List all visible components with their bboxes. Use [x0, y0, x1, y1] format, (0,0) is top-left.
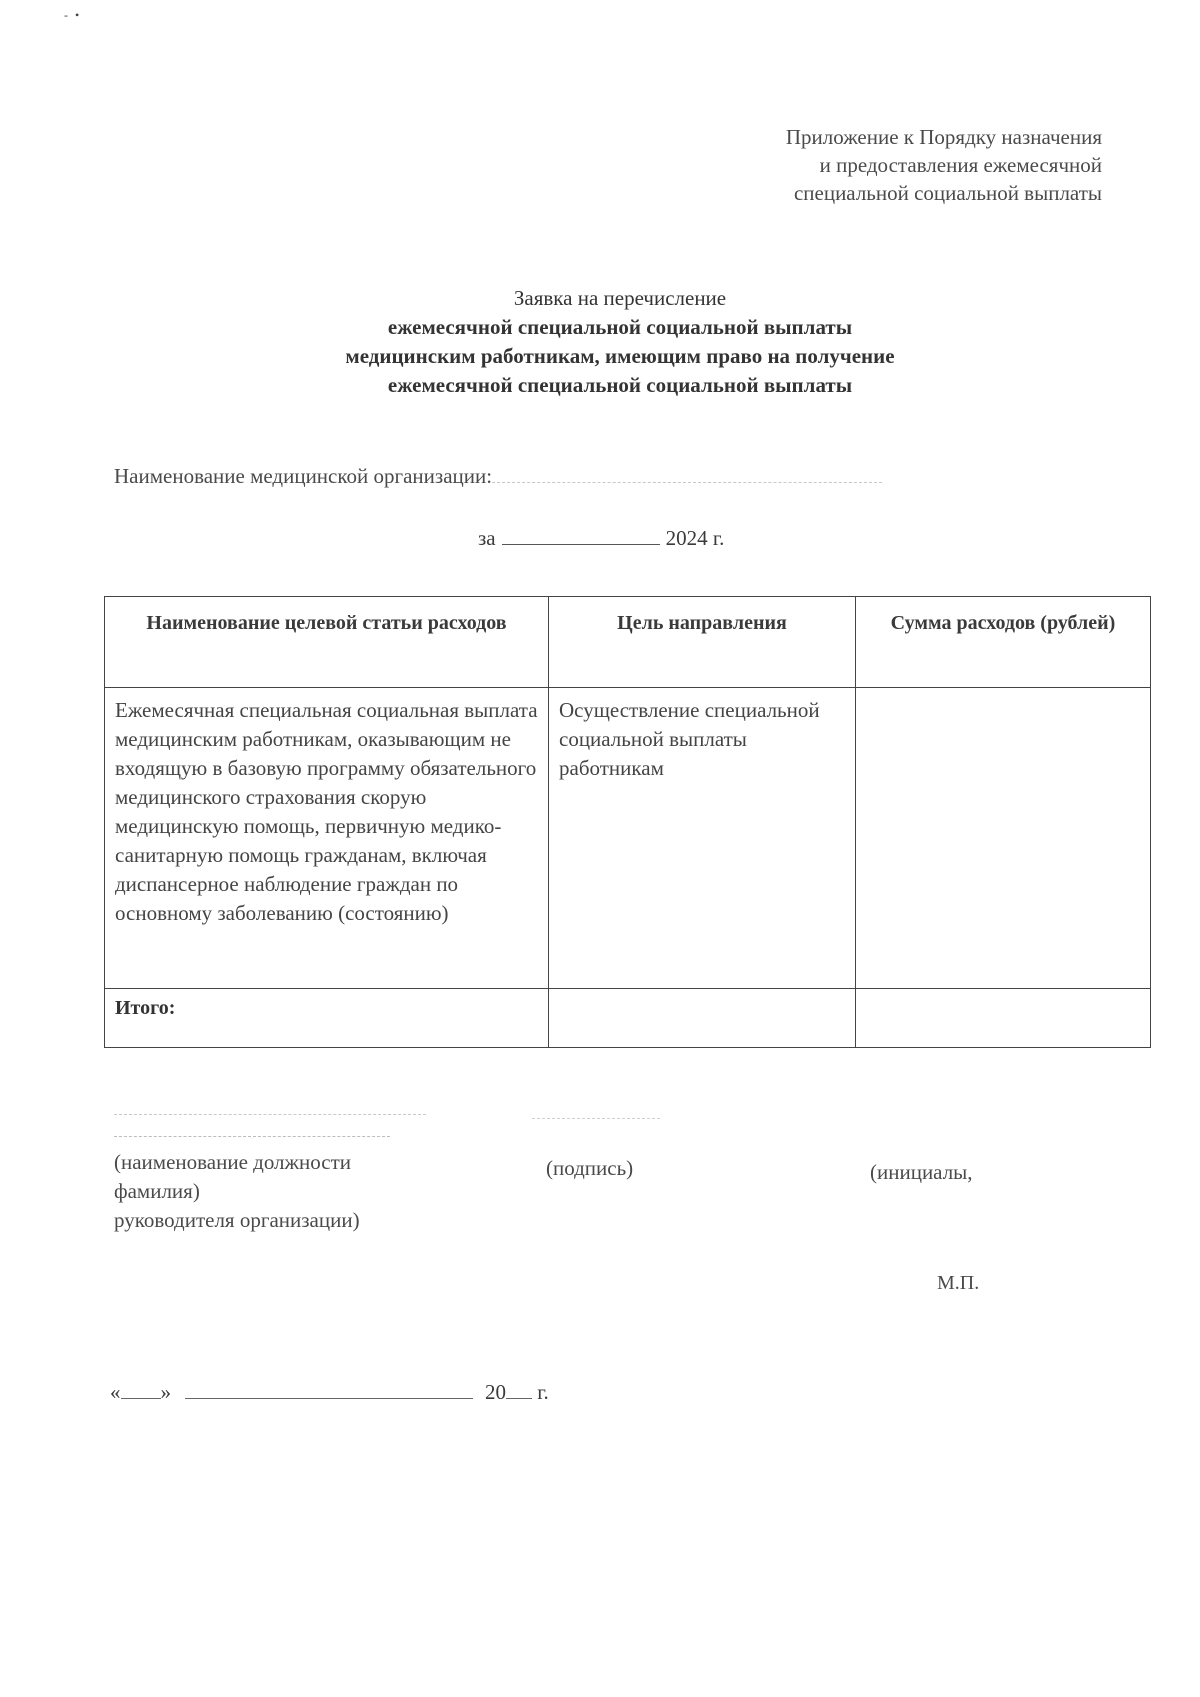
- organization-blank[interactable]: [492, 464, 882, 483]
- appendix-line: и предоставления ежемесячной: [819, 153, 1102, 177]
- signature-caption: (подпись): [546, 1156, 634, 1180]
- total-amount[interactable]: [856, 989, 1151, 1048]
- title-line: Заявка на перечисление: [513, 286, 727, 310]
- period-month-blank[interactable]: [502, 526, 660, 545]
- appendix-note: [786, 123, 1102, 207]
- year-blank[interactable]: [506, 1382, 532, 1399]
- stamp-place: М.П.: [937, 1272, 980, 1294]
- year-suffix: г.: [537, 1380, 549, 1404]
- title-line: ежемесячной специальной социальной выплаты: [387, 373, 853, 397]
- cell-article: Ежемесячная специальная социальная выплата медицинским работникам, оказывающим не входящую в базовую программу обязательного медицинского страхования скорую медицинскую помощь, первичную медико-санитарную помощь гражданам, включая диспансерное наблюдение граждан по основному заболеванию (состоянию): [105, 688, 549, 989]
- scan-artifact: - •: [64, 8, 82, 22]
- initials-caption: (инициалы,: [870, 1160, 973, 1184]
- table-row: [105, 688, 1151, 989]
- table-total-row: [105, 989, 1151, 1048]
- caption-line: (наименование должности: [114, 1150, 352, 1174]
- header-article: Наименование целевой статьи расходов: [105, 597, 549, 688]
- caption-line: руководителя организации): [114, 1208, 360, 1232]
- title-line: ежемесячной специальной социальной выплаты: [387, 315, 853, 339]
- organization-label: Наименование медицинской организации:: [114, 464, 493, 488]
- document-title: [260, 284, 980, 400]
- organization-field: [114, 464, 882, 489]
- cell-purpose: Осуществление специальной социальной выплаты работникам: [549, 688, 856, 989]
- day-blank[interactable]: [121, 1382, 161, 1399]
- year-prefix: 20: [485, 1380, 506, 1404]
- cell-amount[interactable]: [856, 688, 1151, 989]
- total-label: Итого:: [105, 989, 549, 1048]
- date-field: [110, 1380, 549, 1405]
- position-caption: [114, 1148, 360, 1235]
- period-prefix: за: [478, 526, 496, 550]
- caption-line: фамилия): [114, 1179, 200, 1203]
- header-purpose: Цель направления: [549, 597, 856, 688]
- month-blank[interactable]: [185, 1382, 473, 1399]
- signature-lines: [114, 1114, 674, 1144]
- position-blank[interactable]: [114, 1114, 426, 1115]
- signature-blank[interactable]: [532, 1118, 660, 1119]
- header-amount: Сумма расходов (рублей): [856, 597, 1151, 688]
- position-blank-2[interactable]: [114, 1136, 390, 1137]
- appendix-line: Приложение к Порядку назначения: [785, 125, 1102, 149]
- table-header-row: [105, 597, 1151, 688]
- period-field: [478, 526, 724, 551]
- appendix-line: специальной социальной выплаты: [793, 181, 1102, 205]
- period-suffix: 2024 г.: [665, 526, 725, 550]
- total-purpose: [549, 989, 856, 1048]
- expense-table: [104, 596, 1151, 1048]
- title-line: медицинским работникам, имеющим право на получение: [345, 344, 895, 368]
- date-close-quote: »: [160, 1380, 171, 1404]
- date-open-quote: «: [110, 1380, 121, 1404]
